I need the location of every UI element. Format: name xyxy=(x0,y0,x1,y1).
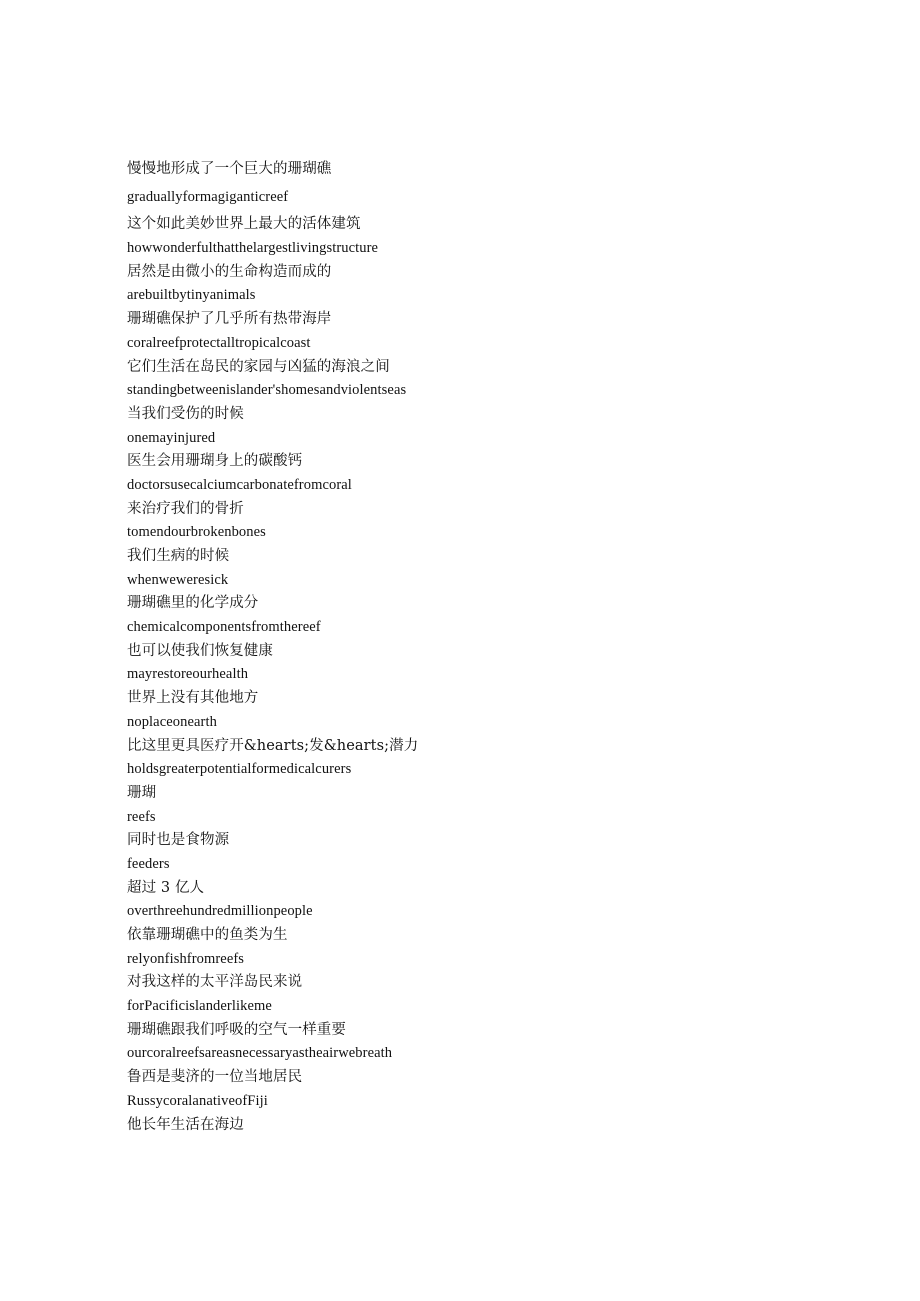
text-line-zh: 医生会用珊瑚身上的碳酸钙 xyxy=(127,453,303,470)
text-line-zh: 居然是由微小的生命构造而成的 xyxy=(127,263,332,280)
text-line-zh: 珊瑚 xyxy=(127,784,157,801)
text-line-en: arebuiltbytinyanimals xyxy=(127,287,256,304)
text-line-en: whenweweresick xyxy=(127,571,229,588)
text-line-zh: 对我这样的太平洋岛民来说 xyxy=(127,974,303,991)
text-line-en: graduallyformagiganticreef xyxy=(127,188,289,205)
text-line-zh: 他长年生活在海边 xyxy=(127,1116,244,1133)
text-line-zh: 慢慢地形成了一个巨大的珊瑚礁 xyxy=(127,161,332,177)
text-line-zh: 依靠珊瑚礁中的鱼类为生 xyxy=(127,927,288,943)
text-line-zh: 鲁西是斐济的一位当地居民 xyxy=(127,1069,303,1086)
text-line-zh: 这个如此美妙世界上最大的活体建筑 xyxy=(127,216,361,233)
text-line-en: coralreefprotectalltropicalcoast xyxy=(127,334,311,351)
text-line-zh: 珊瑚礁里的化学成分 xyxy=(127,595,259,612)
text-line-zh: 我们生病的时候 xyxy=(127,548,230,564)
text-line-zh: 同时也是食物源 xyxy=(127,832,230,849)
text-line-en: forPacificislanderlikeme xyxy=(127,998,272,1015)
text-line-zh: 珊瑚礁保护了几乎所有热带海岸 xyxy=(127,311,332,328)
text-line-zh: 比这里更具医疗开&hearts;发&hearts;潜力 xyxy=(127,737,419,754)
text-line-en: tomendourbrokenbones xyxy=(127,524,266,541)
text-line-en: standingbetweenislander'shomesandviolentseas xyxy=(127,382,407,399)
text-line-en: howwonderfulthatthelargestlivingstructure xyxy=(127,240,379,257)
text-line-en: noplaceonearth xyxy=(127,713,217,730)
text-line-en: reefs xyxy=(127,808,156,825)
text-line-zh: 也可以使我们恢复健康 xyxy=(127,642,273,659)
text-line-en: relyonfishfromreefs xyxy=(127,950,245,967)
text-line-zh: 来治疗我们的骨折 xyxy=(127,500,244,517)
text-line-en: ourcoralreefsareasnecessaryastheairwebreath xyxy=(127,1045,393,1062)
text-line-zh: 它们生活在岛民的家园与凶猛的海浪之间 xyxy=(127,358,390,375)
text-line-zh: 超过 3 亿人 xyxy=(127,879,205,896)
text-line-en: RussycoralanativeofFiji xyxy=(127,1092,268,1109)
text-line-en: overthreehundredmillionpeople xyxy=(127,903,313,920)
text-line-zh: 珊瑚礁跟我们呼吸的空气一样重要 xyxy=(127,1021,346,1038)
text-line-en: feeders xyxy=(127,855,170,872)
text-line-en: holdsgreaterpotentialformedicalcurers xyxy=(127,761,352,778)
text-line-en: onemayinjured xyxy=(127,429,216,446)
text-line-zh: 当我们受伤的时候 xyxy=(127,405,244,422)
document-body xyxy=(127,158,827,1137)
text-line-zh: 世界上没有其他地方 xyxy=(127,690,259,707)
text-line-en: chemicalcomponentsfromthereef xyxy=(127,619,321,636)
text-line-en: mayrestoreourhealth xyxy=(127,666,249,683)
text-line-en: doctorsusecalciumcarbonatefromcoral xyxy=(127,476,352,493)
